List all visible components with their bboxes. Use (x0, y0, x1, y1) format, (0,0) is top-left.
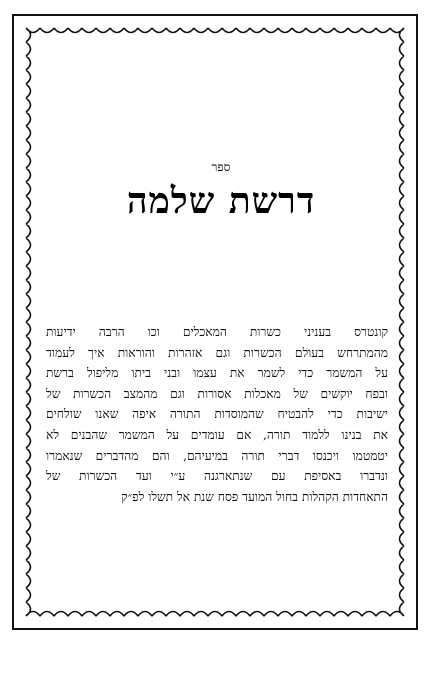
description-line: על המשמר כדי לשמר את עצמו ובני ביתו מליפול ברשת (46, 366, 388, 381)
description-line: ונדברו באסיפת עם שנתארגנה ע״י ועד הכשרות של (46, 469, 388, 484)
description-line: את בנינו ללמוד תורה, אם עומדים על המשמר שהבנים לא (46, 427, 388, 442)
book-title: דרשת שלמה (126, 180, 316, 222)
description-line: ישיבות כדי להבטיח שהמוסדות התורה איפה שאנו שולחים (46, 407, 388, 422)
description-line: יטמטמו ויכנסו דברי תורה במיעיהם, והם מהדברים שנאמרו (46, 448, 388, 463)
description-paragraph (46, 322, 388, 507)
description-line: התאחדות הקהלות בחול המועד פסח שנת אל תשלו לפ״ק (121, 489, 388, 504)
description-line: קונטרס בעניני כשרות המאכלים וכו הרבה ידיעות (46, 325, 388, 339)
description-line: ובפח יוקשים של מאכלות אסורות וגם מהמצב הכשרות של (46, 386, 388, 401)
description-line: מהמתרחש בעולם הכשרות וגם אזהרות והוראות איך לעמוד (46, 345, 388, 360)
book-label: ספר (211, 160, 231, 174)
